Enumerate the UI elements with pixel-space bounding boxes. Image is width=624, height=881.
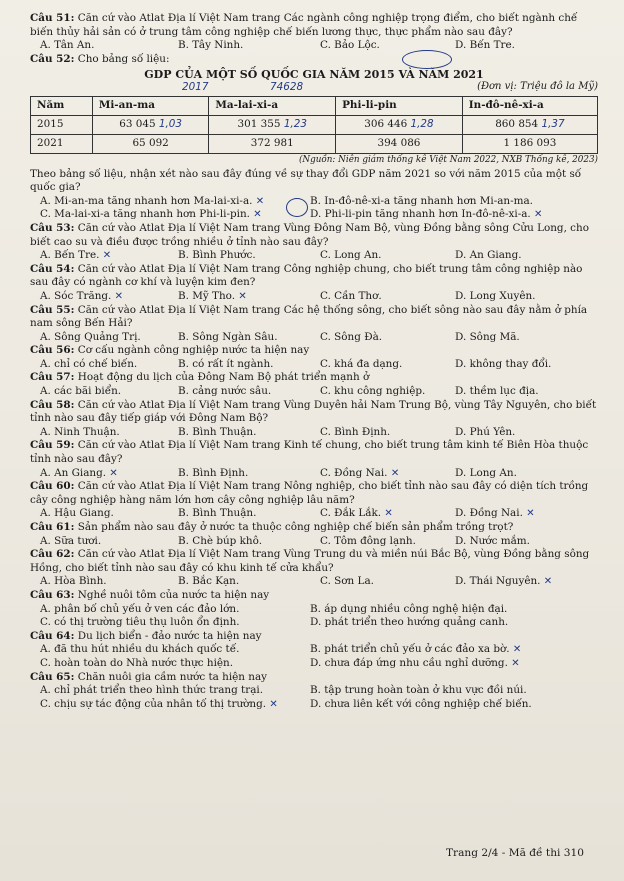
answer-options-52 bbox=[30, 195, 598, 222]
column-header: Năm bbox=[31, 96, 93, 115]
option-d[interactable]: D. chưa liên kết với công nghiệp chế biến. bbox=[310, 697, 532, 710]
table-cell: 1 186 093 bbox=[462, 134, 597, 153]
option-a[interactable]: A. An Giang. ✕ bbox=[40, 466, 118, 479]
option-c[interactable]: C. Sông Đà. bbox=[320, 330, 383, 343]
answer-options-60 bbox=[30, 507, 598, 521]
answer-options-59 bbox=[30, 467, 598, 481]
option-c[interactable]: C. có thị trường tiêu thụ luôn ổn định. bbox=[40, 616, 240, 629]
option-a[interactable]: A. Ninh Thuận. bbox=[40, 425, 120, 438]
option-c[interactable]: C. hoàn toàn do Nhà nước thực hiện. bbox=[40, 656, 234, 669]
option-d[interactable]: D. phát triển theo hướng quảng canh. bbox=[310, 616, 509, 629]
column-header: In-đô-nê-xi-a bbox=[462, 96, 597, 115]
answer-options-61 bbox=[30, 535, 598, 549]
option-a[interactable]: A. Hòa Bình. bbox=[40, 575, 107, 588]
option-a[interactable]: A. các bãi biển. bbox=[40, 385, 122, 398]
answer-options-56 bbox=[30, 358, 598, 372]
table-cell: 63 045 1,03 bbox=[92, 115, 209, 134]
question-57: Câu 57: Hoạt động du lịch của Đông Nam Bộ phát triển mạnh ở bbox=[30, 371, 370, 384]
table-cell: 394 086 bbox=[336, 134, 463, 153]
table-cell: 860 854 1,37 bbox=[462, 115, 597, 134]
table-cell: 65 092 bbox=[92, 134, 209, 153]
question-65: Câu 65: Chăn nuôi gia cầm nước ta hiện nay bbox=[30, 670, 268, 683]
table-row bbox=[31, 134, 598, 153]
option-b[interactable]: B. tập trung hoàn toàn ở khu vực đồi núi. bbox=[310, 684, 527, 697]
option-a[interactable]: A. đã thu hút nhiều du khách quốc tế. bbox=[40, 643, 240, 656]
question-60: Câu 60: Căn cứ vào Atlat Địa lí Việt Nam trang Nông nghiệp, cho biết tỉnh nào sau đây có diện tích trồng cây công nghiệp hàng năm lớn hơn cây công nghiệp lâu năm? bbox=[30, 480, 589, 506]
option-d[interactable]: D. không thay đổi. bbox=[455, 357, 552, 370]
option-b[interactable]: B. Bắc Kạn. bbox=[178, 575, 240, 588]
option-a[interactable]: A. Tân An. bbox=[40, 39, 95, 52]
option-b[interactable]: B. cảng nước sâu. bbox=[178, 385, 272, 398]
question-64: Câu 64: Du lịch biển - đảo nước ta hiện nay bbox=[30, 629, 262, 642]
table-cell: 306 446 1,28 bbox=[336, 115, 463, 134]
option-b[interactable]: B. In-đô-nê-xi-a tăng nhanh hơn Mi-an-ma. bbox=[310, 194, 533, 207]
answer-options-55 bbox=[30, 331, 598, 345]
column-header: Ma-lai-xi-a bbox=[209, 96, 336, 115]
option-c[interactable]: C. chịu sự tác động của nhân tố thị trường. ✕ bbox=[40, 697, 278, 710]
option-c[interactable]: C. Đồng Nai. ✕ bbox=[320, 466, 400, 479]
option-a[interactable]: A. Sóc Trăng. ✕ bbox=[40, 289, 124, 302]
option-d[interactable]: D. Nước mắm. bbox=[455, 534, 530, 547]
answer-options-54 bbox=[30, 290, 598, 304]
option-a[interactable]: A. Bến Tre. ✕ bbox=[40, 249, 112, 262]
handwritten-note: 1,23 bbox=[283, 118, 307, 131]
question-53: Câu 53: Căn cứ vào Atlat Địa lí Việt Nam trang Vùng Đông Nam Bộ, vùng Đồng bằng sông Cửu Long, cho biết cao su và điều được trồng nhiều ở tỉnh nào sau đây? bbox=[30, 221, 589, 248]
option-c[interactable]: C. Cần Thơ. bbox=[320, 289, 382, 302]
question-63: Câu 63: Nghề nuôi tôm của nước ta hiện nay bbox=[30, 588, 270, 601]
option-b[interactable]: B. Bình Định. bbox=[178, 466, 249, 479]
column-header: Phi-li-pin bbox=[336, 96, 463, 115]
answer-options-53 bbox=[30, 249, 598, 263]
option-d[interactable]: D. chưa đáp ứng nhu cầu nghỉ dưỡng. ✕ bbox=[310, 656, 520, 669]
option-c[interactable]: C. Ma-lai-xi-a tăng nhanh hơn Phi-li-pin. ✕ bbox=[40, 208, 262, 221]
answer-options-62 bbox=[30, 575, 598, 589]
option-c[interactable]: C. Sơn La. bbox=[320, 575, 374, 588]
option-b[interactable]: B. Tây Ninh. bbox=[178, 39, 244, 52]
option-b[interactable]: B. phát triển chủ yếu ở các đảo xa bờ. ✕ bbox=[310, 643, 522, 656]
option-a[interactable]: A. Sữa tươi. bbox=[40, 534, 102, 547]
handwritten-note: 2017 bbox=[182, 80, 209, 93]
option-a[interactable]: A. Sông Quảng Trị. bbox=[40, 330, 141, 343]
table-cell: 301 355 1,23 bbox=[209, 115, 336, 134]
table-header-row bbox=[31, 96, 598, 115]
column-header: Mi-an-ma bbox=[92, 96, 209, 115]
answer-options-57 bbox=[30, 385, 598, 399]
question-51: Câu 51: Căn cứ vào Atlat Địa lí Việt Nam trang Các ngành công nghiệp trọng điểm, cho biết ngành chế biến thủy hải sản có ở trung tâm công nghiệp chế biến lương thực, thực phẩm nào sau đây? bbox=[30, 12, 578, 38]
option-c[interactable]: C. khu công nghiệp. bbox=[320, 385, 426, 398]
question-54: Câu 54: Căn cứ vào Atlat Địa lí Việt Nam trang Công nghiệp chung, cho biết trung tâm công nghiệp nào sau đây có ngành cơ khí và luyện kim đen? bbox=[30, 262, 583, 289]
option-d[interactable]: D. Long Xuyên. bbox=[455, 289, 536, 302]
option-d[interactable]: D. Đồng Nai. ✕ bbox=[455, 507, 535, 520]
handwritten-note: 74628 bbox=[270, 80, 304, 93]
question-59: Câu 59: Căn cứ vào Atlat Địa lí Việt Nam trang Kinh tế chung, cho biết trung tâm kinh tế Biên Hòa thuộc tỉnh nào sau đây? bbox=[30, 439, 589, 466]
option-c[interactable]: C. Đắk Lắk. ✕ bbox=[320, 507, 393, 520]
table-cell: 2021 bbox=[31, 134, 93, 153]
gdp-table bbox=[30, 96, 598, 154]
option-a[interactable]: A. chỉ có chế biến. bbox=[40, 357, 138, 370]
answer-options-63 bbox=[30, 603, 598, 630]
option-d[interactable]: D. Phi-li-pin tăng nhanh hơn In-đô-nê-xi-a. ✕ bbox=[310, 208, 543, 221]
option-b[interactable]: B. Bình Phước. bbox=[178, 249, 256, 262]
table-source: (Nguồn: Niên giám thống kê Việt Nam 2022, NXB Thống kê, 2023) bbox=[298, 154, 598, 165]
question-55: Câu 55: Căn cứ vào Atlat Địa lí Việt Nam trang Các hệ thống sông, cho biết sông nào sau đây nằm ở phía nam sông Bến Hải? bbox=[30, 303, 588, 330]
option-b[interactable]: B. có rất ít ngành. bbox=[178, 357, 274, 370]
option-b[interactable]: B. Mỹ Tho. ✕ bbox=[178, 289, 247, 302]
question-56: Câu 56: Cơ cấu ngành công nghiệp nước ta hiện nay bbox=[30, 344, 310, 357]
option-a[interactable]: A. phân bố chủ yếu ở ven các đảo lớn. bbox=[40, 602, 240, 615]
option-d[interactable]: D. An Giang. bbox=[455, 249, 522, 262]
option-c[interactable]: C. Long An. bbox=[320, 249, 382, 262]
option-c[interactable]: C. Bình Định. bbox=[320, 425, 391, 438]
handwritten-note: 1,03 bbox=[158, 118, 183, 131]
option-b[interactable]: B. Bình Thuận. bbox=[178, 507, 257, 520]
option-d[interactable]: D. Bến Tre. bbox=[455, 39, 515, 52]
option-c[interactable]: C. Bảo Lộc. bbox=[320, 39, 380, 52]
table-cell: 372 981 bbox=[209, 134, 336, 153]
option-a[interactable]: A. Mi-an-ma tăng nhanh hơn Ma-lai-xi-a. ✕ bbox=[40, 194, 265, 207]
answer-options-51 bbox=[30, 39, 598, 53]
handwritten-note: 1,28 bbox=[410, 118, 434, 131]
question-52-prompt: Theo bảng số liệu, nhận xét nào sau đây đúng về sự thay đổi GDP năm 2021 so với năm 2015 của một số quốc gia? bbox=[30, 167, 582, 194]
question-61: Câu 61: Sản phẩm nào sau đây ở nước ta thuộc công nghiệp chế biến sản phẩm trồng trọt? bbox=[30, 521, 514, 533]
option-a[interactable]: A. Hậu Giang. bbox=[40, 507, 114, 520]
option-b[interactable]: B. Sông Ngàn Sâu. bbox=[178, 330, 278, 343]
option-b[interactable]: B. Chè búp khô. bbox=[178, 534, 262, 547]
table-cell: 2015 bbox=[31, 115, 93, 134]
option-a[interactable]: A. chỉ phát triển theo hình thức trang trại. bbox=[40, 684, 264, 697]
option-d[interactable]: D. Phú Yên. bbox=[455, 425, 516, 438]
answer-options-65 bbox=[30, 684, 598, 711]
option-c[interactable]: C. khá đa dạng. bbox=[320, 357, 403, 370]
table-unit: (Đơn vị: Triệu đô la Mỹ) bbox=[477, 80, 598, 92]
question-62: Câu 62: Căn cứ vào Atlat Địa lí Việt Nam trang Vùng Trung du và miền núi Bắc Bộ, vùng Đồng bằng sông Hồng, cho biết tỉnh nào sau đây có khu kinh tế cửa khẩu? bbox=[30, 548, 590, 574]
option-d[interactable]: D. Sông Mã. bbox=[455, 330, 520, 343]
question-52: Câu 52: Cho bảng số liệu: bbox=[30, 52, 170, 65]
table-row bbox=[31, 115, 598, 134]
option-d[interactable]: D. Thái Nguyên. ✕ bbox=[455, 575, 553, 588]
option-c[interactable]: C. Tôm đông lạnh. bbox=[320, 534, 416, 547]
answer-options-58 bbox=[30, 426, 598, 440]
table-title: GDP CỦA MỘT SỐ QUỐC GIA NĂM 2015 VÀ NĂM 2021 bbox=[144, 68, 484, 82]
question-58: Câu 58: Căn cứ vào Atlat Địa lí Việt Nam trang Vùng Duyên hải Nam Trung Bộ, vùng Tây Nguyên, cho biết tỉnh nào sau đây tiếp giáp với Đông Nam Bộ? bbox=[30, 398, 597, 425]
handwritten-note: 1,37 bbox=[541, 118, 565, 131]
option-b[interactable]: B. Bình Thuận. bbox=[178, 425, 257, 438]
option-d[interactable]: D. Long An. bbox=[455, 466, 517, 479]
handwritten-notes bbox=[30, 82, 598, 95]
answer-options-64 bbox=[30, 643, 598, 670]
page-footer: Trang 2/4 - Mã đề thi 310 bbox=[445, 847, 584, 860]
option-b[interactable]: B. áp dụng nhiều công nghệ hiện đại. bbox=[310, 602, 508, 615]
option-d[interactable]: D. thềm lục địa. bbox=[455, 385, 539, 398]
